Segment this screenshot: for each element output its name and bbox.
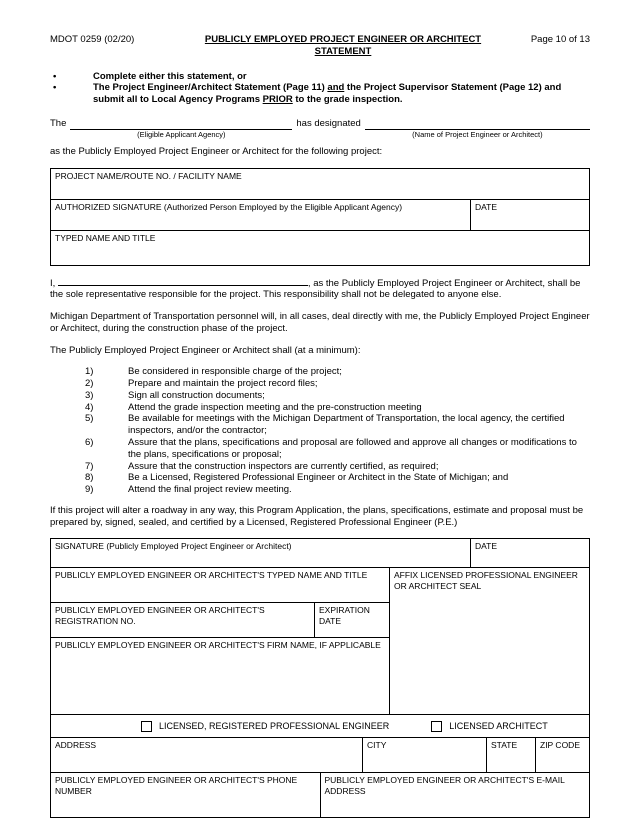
duty-text: Attend the grade inspection meeting and the pre-construction meeting xyxy=(128,401,422,413)
pe-checkbox-option[interactable] xyxy=(141,721,389,732)
statement-i-lead: I, xyxy=(50,277,56,289)
signature-field[interactable] xyxy=(51,539,470,567)
architect-checkbox-option[interactable] xyxy=(431,721,548,732)
seal-area[interactable] xyxy=(390,568,589,718)
engineer-signature-table xyxy=(50,538,590,818)
authorized-signature-label: AUTHORIZED SIGNATURE (Authorized Person Employed by the Eligible Applicant Agency) xyxy=(55,201,403,212)
address-row xyxy=(51,737,589,772)
state-label: STATE xyxy=(491,740,518,751)
eligible-agency-label: (Eligible Applicant Agency) xyxy=(137,129,226,139)
signature-date-field[interactable] xyxy=(470,539,589,567)
architect-checkbox[interactable] xyxy=(431,721,442,732)
list-item xyxy=(50,484,590,496)
duty-number: 3) xyxy=(85,389,94,401)
engineer-typed-name-label: PUBLICLY EMPLOYED ENGINEER OR ARCHITECT'S TYPED NAME AND TITLE xyxy=(55,570,368,581)
email-label: PUBLICLY EMPLOYED ENGINEER OR ARCHITECT'S E-MAIL ADDRESS xyxy=(324,775,565,796)
email-field[interactable] xyxy=(320,773,590,817)
firm-name-row xyxy=(51,637,389,714)
bullet-icon: • xyxy=(53,82,57,94)
authorized-date-field[interactable] xyxy=(470,200,589,230)
list-item xyxy=(50,390,590,402)
instruction-2-text xyxy=(93,82,590,106)
list-item xyxy=(50,378,590,390)
list-item xyxy=(50,437,590,461)
signature-label: SIGNATURE (Publicly Employed Project Engineer or Architect) xyxy=(55,541,292,552)
state-field[interactable] xyxy=(486,738,535,772)
page-header xyxy=(50,34,590,58)
pe-checkbox[interactable] xyxy=(141,721,152,732)
list-item xyxy=(50,366,590,378)
duty-text: Attend the final project review meeting. xyxy=(128,484,292,496)
duty-text: Be available for meetings with the Michigan Department of Transportation, the local agency, the certified inspectors, and/or the contractor; xyxy=(128,413,565,437)
registration-number-label: PUBLICLY EMPLOYED ENGINEER OR ARCHITECT'S REGISTRATION NO. xyxy=(55,605,265,626)
duty-text: Assure that the plans, specifications and proposal are followed and approve all changes or modifications to the plans, specifications or proposal; xyxy=(128,437,577,460)
form-number: MDOT 0259 (02/20) xyxy=(50,34,135,45)
list-item xyxy=(50,413,590,437)
zip-label: ZIP CODE xyxy=(540,740,580,751)
form-title-line2: STATEMENT xyxy=(314,45,372,57)
duty-number: 2) xyxy=(85,378,94,390)
duty-text: Sign all construction documents; xyxy=(128,389,265,401)
duty-number: 4) xyxy=(85,401,94,413)
authorized-signature-row xyxy=(51,199,589,230)
duty-number: 1) xyxy=(85,366,94,378)
city-field[interactable] xyxy=(362,738,486,772)
mdot-paragraph: Michigan Department of Transportation personnel will, in all cases, deal directly with me, the Publicly Employed Project Engineer or Architect, during the construction phase of the project. xyxy=(50,311,590,334)
typed-name-row xyxy=(51,230,589,265)
project-name-row xyxy=(51,169,589,199)
address-label: ADDRESS xyxy=(55,740,97,751)
authorized-signature-field[interactable] xyxy=(51,200,470,230)
duties-list xyxy=(50,366,590,495)
expiration-date-label: EXPIRATION DATE xyxy=(319,605,370,626)
instruction-2-part2: the Project Supervisor Statement (Page 12) and submit all to Local Agency Programs xyxy=(93,82,562,106)
engineer-details-column xyxy=(51,568,389,714)
signature-date-label: DATE xyxy=(475,541,498,552)
project-name-field[interactable] xyxy=(51,169,589,199)
phone-email-row xyxy=(51,772,589,817)
designation-lead: The xyxy=(50,118,67,130)
instruction-2-part1: The Project Engineer/Architect Statement (Page 11) xyxy=(93,82,328,94)
engineer-typed-name-row xyxy=(51,568,389,602)
alter-roadway-paragraph: If this project will alter a roadway in any way, this Program Application, the plans, specifications, estimate and proposal must be prepared by, signed, sealed, and certified by a Licensed, Registered Professional Engineer (P.E.) xyxy=(50,504,584,528)
instruction-2-part3: to the grade inspection. xyxy=(292,94,403,106)
instruction-1-text: Complete either this statement, or xyxy=(93,70,247,82)
designation-middle: has designated xyxy=(296,118,361,130)
list-item xyxy=(50,402,590,414)
pe-checkbox-label: LICENSED, REGISTERED PROFESSIONAL ENGINEER xyxy=(159,720,390,731)
details-and-seal-row xyxy=(51,567,589,714)
zip-field[interactable] xyxy=(535,738,589,772)
duty-text: Be considered in responsible charge of the project; xyxy=(128,366,342,378)
instruction-bullet-1 xyxy=(50,71,590,83)
firm-name-label: PUBLICLY EMPLOYED ENGINEER OR ARCHITECT'S FIRM NAME, IF APPLICABLE xyxy=(55,640,381,651)
expiration-date-field[interactable] xyxy=(314,603,389,637)
engineer-name-input[interactable] xyxy=(365,117,590,139)
duty-number: 5) xyxy=(85,413,94,425)
list-item xyxy=(50,472,590,484)
registration-number-field[interactable] xyxy=(51,603,314,637)
form-title-line1: PUBLICLY EMPLOYED PROJECT ENGINEER OR ARCHITECT xyxy=(204,34,482,45)
engineer-name-blank[interactable] xyxy=(58,276,308,286)
minimum-intro: The Publicly Employed Project Engineer or Architect shall (at a minimum): xyxy=(50,344,361,356)
seal-label: AFFIX LICENSED PROFESSIONAL ENGINEER OR ARCHITECT SEAL xyxy=(394,570,578,591)
project-info-table xyxy=(50,168,590,266)
page-number: Page 10 of 13 xyxy=(530,34,590,45)
duty-number: 9) xyxy=(85,484,94,496)
bullet-icon: • xyxy=(53,70,57,82)
authorized-date-label: DATE xyxy=(475,201,498,212)
instruction-2-and: and xyxy=(327,82,345,94)
city-label: CITY xyxy=(367,740,387,751)
duty-text: Be a Licensed, Registered Professional Engineer or Architect in the State of Michigan; and xyxy=(128,472,509,484)
project-name-label: PROJECT NAME/ROUTE NO. / FACILITY NAME xyxy=(55,170,242,181)
designation-following-text: as the Publicly Employed Project Engineer or Architect for the following project: xyxy=(50,145,383,157)
form-title xyxy=(168,34,518,58)
duty-number: 7) xyxy=(85,460,94,472)
typed-name-title-label: TYPED NAME AND TITLE xyxy=(55,232,156,243)
instruction-2-prior: PRIOR xyxy=(262,94,293,106)
duty-text: Assure that the construction inspectors are currently certified, as required; xyxy=(128,460,439,472)
designation-line xyxy=(50,117,590,139)
typed-name-title-field[interactable] xyxy=(51,231,589,265)
instruction-bullet-2 xyxy=(50,82,590,106)
signature-row xyxy=(51,539,589,567)
registration-row xyxy=(51,602,389,637)
list-item xyxy=(50,461,590,473)
phone-label: PUBLICLY EMPLOYED ENGINEER OR ARCHITECT'S PHONE NUMBER xyxy=(55,775,298,796)
firm-name-field[interactable] xyxy=(51,638,389,714)
address-field[interactable] xyxy=(51,738,362,772)
duty-number: 8) xyxy=(85,472,94,484)
duty-text: Prepare and maintain the project record files; xyxy=(128,378,318,390)
engineer-name-label: (Name of Project Engineer or Architect) xyxy=(412,129,543,139)
statement-paragraph xyxy=(50,276,590,302)
seal-column xyxy=(389,568,589,714)
phone-field[interactable] xyxy=(51,773,320,817)
architect-checkbox-label: LICENSED ARCHITECT xyxy=(449,720,548,731)
instructions xyxy=(50,71,590,106)
duty-number: 6) xyxy=(85,437,94,449)
engineer-typed-name-field[interactable] xyxy=(51,568,389,602)
eligible-agency-input[interactable] xyxy=(70,117,292,139)
statement-i-rest: , as the Publicly Employed Project Engineer or Architect, shall be the sole representative responsible for the project. This responsibility shall not be delegated to anyone else. xyxy=(50,277,581,301)
